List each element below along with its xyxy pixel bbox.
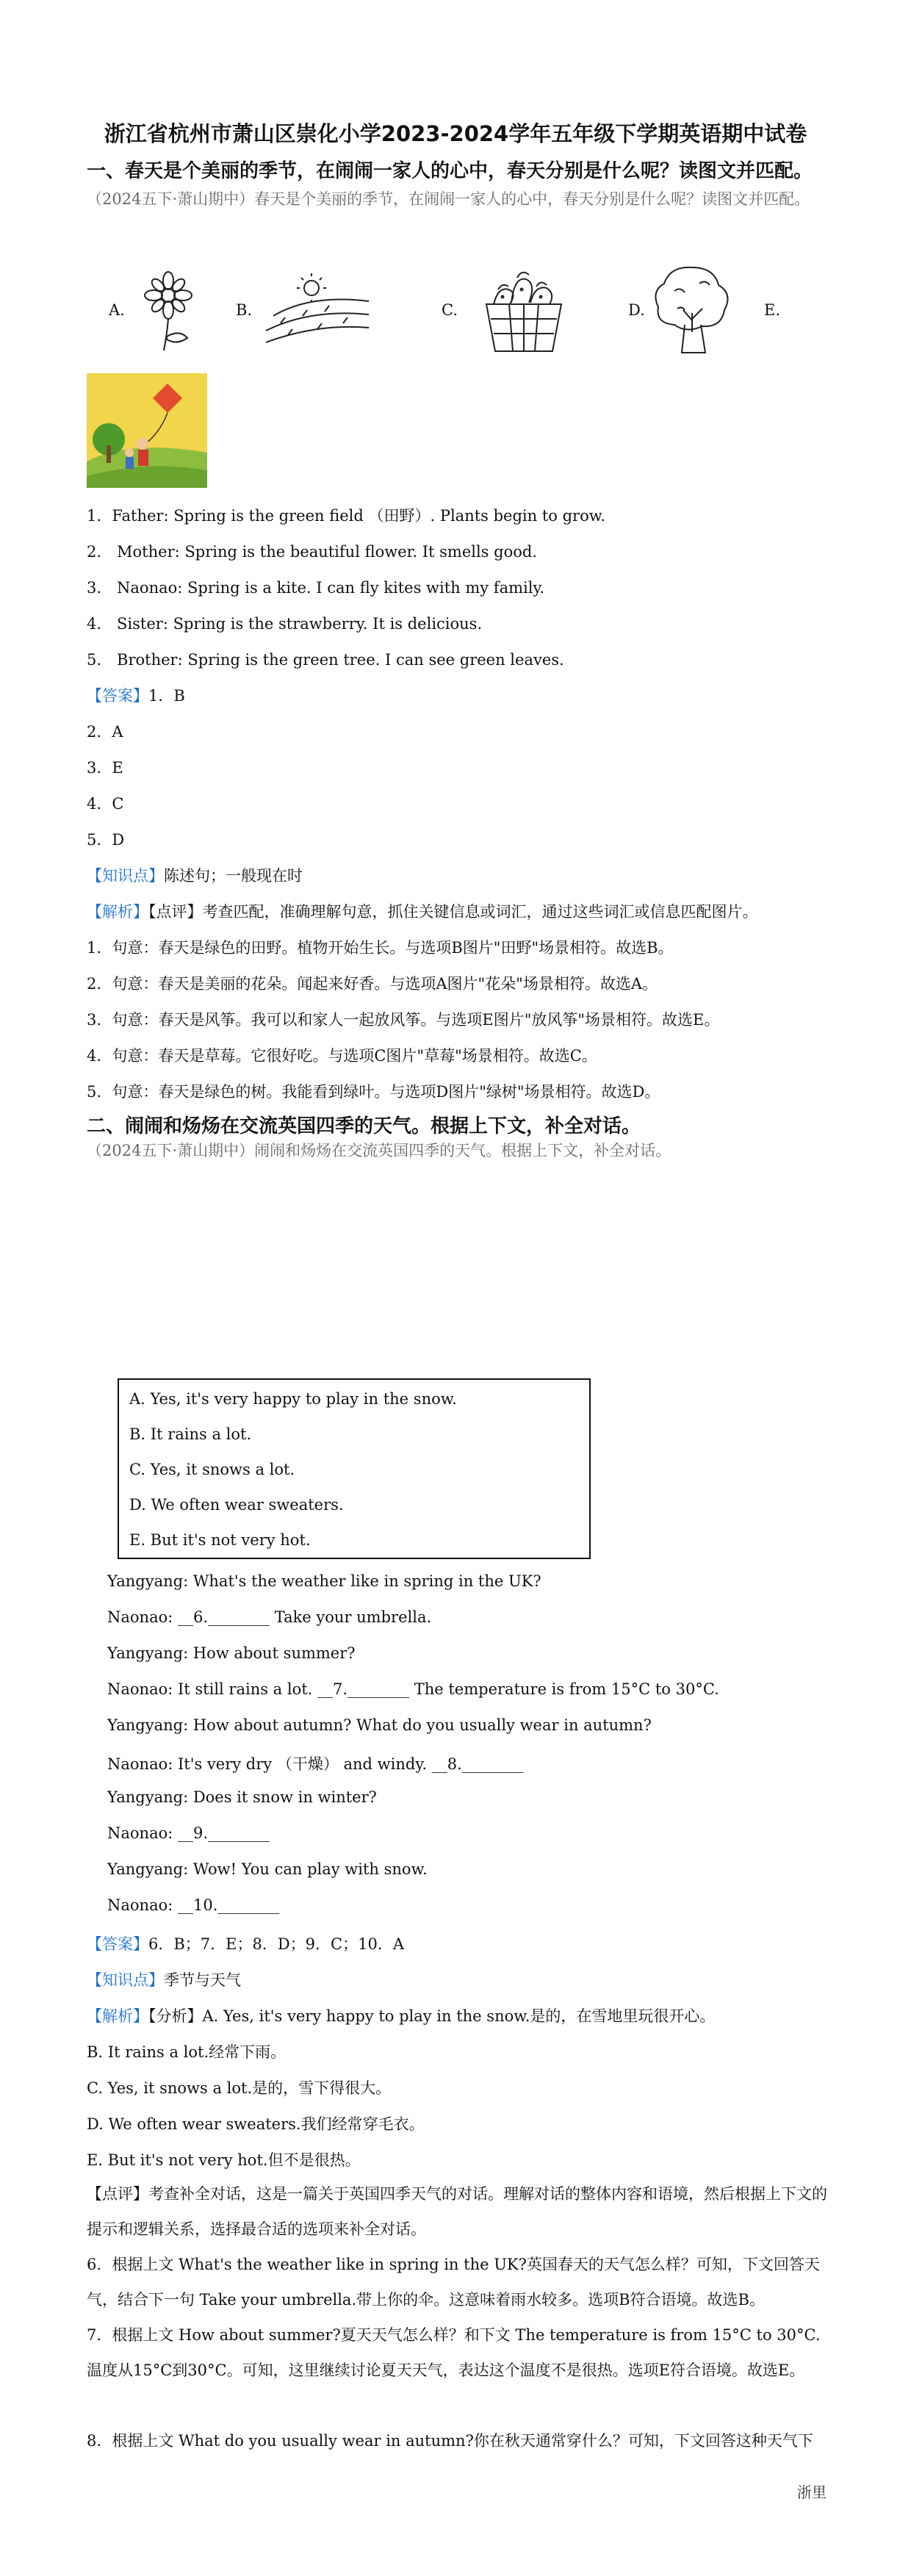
box-option-c: C. Yes, it snows a lot.: [129, 1461, 295, 1478]
dialog-line-1: Yangyang: What's the weather like in spring in the UK?: [107, 1572, 541, 1590]
answer-4: 4．C: [87, 795, 124, 813]
option-e-label: E.: [764, 301, 781, 319]
dialog-line-2: Naonao: __6.________ Take your umbrella.: [107, 1608, 432, 1626]
analysis2-line-b: B. It rains a lot.经常下雨。: [87, 2043, 287, 2061]
analysis-1: 1．句意：春天是绿色的田野。植物开始生长。与选项B图片"田野"场景相符。故选B。: [87, 939, 674, 957]
dialog-line-4: Naonao: It still rains a lot. __7.________ The temperature is from 15°C to 30°C.: [107, 1680, 719, 1698]
knowledge-point: 陈述句；一般现在时: [164, 867, 303, 885]
dialog-line-3: Yangyang: How about summer?: [107, 1644, 356, 1662]
answer-2: 2．A: [87, 723, 123, 741]
q7-paragraph: 7．根据上文 How about summer?夏天天气怎么样？和下文 The temperature is from 15°C to 30°C. 温度从15°C到30°C。可知，这里继续讨论夏天天气，表达这个温度不是很热。选项E符合语境。故选E。: [87, 2326, 821, 2379]
analysis2-line-c: C. Yes, it snows a lot.是的，雪下得很大。: [87, 2079, 392, 2097]
option-a-label: A.: [109, 301, 125, 319]
field-image: [259, 272, 376, 345]
answer-row-1: [87, 684, 185, 706]
analysis-4: 4．句意：春天是草莓。它很好吃。与选项C图片"草莓"场景相符。故选C。: [87, 1047, 597, 1065]
answer-1: 1．B: [148, 687, 185, 705]
sentence-5: 5． Brother: Spring is the green tree. I can see green leaves.: [87, 651, 564, 669]
box-option-e: E. But it's not very hot.: [129, 1531, 311, 1549]
analysis2-line-d: D. We often wear sweaters.我们经常穿毛衣。: [87, 2115, 425, 2133]
analysis-row: [87, 900, 758, 922]
dialog-line-8: Naonao: __9.________: [107, 1824, 270, 1842]
section1-source: （2024五下·萧山期中）春天是个美丽的季节，在闹闹一家人的心中，春天分别是什么呢？读图文并匹配。: [87, 190, 810, 208]
strawberry-basket-image: [476, 260, 572, 356]
section2-source: （2024五下·萧山期中）闹闹和炀炀在交流英国四季的天气。根据上下文，补全对话。: [87, 1142, 671, 1159]
option-c-label: C.: [442, 301, 458, 319]
answer-5: 5．D: [87, 831, 125, 849]
flower-image: [134, 266, 208, 354]
sentence-3: 3． Naonao: Spring is a kite. I can fly kites with my family.: [87, 579, 545, 597]
answer-row-2: [87, 1932, 404, 1954]
box-option-d: D. We often wear sweaters.: [129, 1496, 344, 1514]
answer-tag-2: 【答案】: [87, 1935, 148, 1953]
knowledge-point-row-2: [87, 1968, 241, 1990]
option-b-label: B.: [236, 301, 253, 319]
dialog-line-10: Naonao: __10.________: [107, 1896, 280, 1914]
dialog-line-5: Yangyang: How about autumn? What do you usually wear in autumn?: [107, 1716, 652, 1734]
review-paragraph: 【点评】考查补全对话，这是一篇关于英国四季天气的对话。理解对话的整体内容和语境，然后根据上下文的提示和逻辑关系，选择最合适的选项来补全对话。: [87, 2185, 827, 2238]
tree-image: [648, 262, 736, 357]
analysis-head: 【点评】考查匹配，准确理解句意，抓住关键信息或词汇，通过这些词汇或信息匹配图片。: [148, 903, 758, 921]
q8-paragraph: 8．根据上文 What do you usually wear in autumn?你在秋天通常穿什么？可知，下文回答这种天气下: [87, 2432, 813, 2450]
knowledge-point-row: [87, 864, 303, 886]
sentence-2: 2． Mother: Spring is the beautiful flower. It smells good.: [87, 543, 537, 561]
page-title: 浙江省杭州市萧山区崇化小学2023-2024学年五年级下学期英语期中试卷: [104, 121, 807, 146]
analysis2-line-e: E. But it's not very hot.但不是很热。: [87, 2151, 361, 2169]
section2-heading: 二、闹闹和炀炀在交流英国四季的天气。根据上下文，补全对话。: [87, 1115, 641, 1137]
kite-flying-image: [87, 373, 207, 488]
analysis-3: 3．句意：春天是风筝。我可以和家人一起放风筝。与选项E图片"放风筝"场景相符。故选E。: [87, 1011, 720, 1029]
sentence-1: 1．Father: Spring is the green field （田野）. Plants begin to grow.: [87, 507, 605, 525]
footer-text: 浙里: [797, 2483, 827, 2501]
dialog-line-9: Yangyang: Wow! You can play with snow.: [107, 1860, 428, 1878]
answer-3: 3．E: [87, 759, 123, 777]
analysis-5: 5．句意：春天是绿色的树。我能看到绿叶。与选项D图片"绿树"场景相符。故选D。: [87, 1083, 660, 1101]
answer-tag: 【答案】: [87, 687, 148, 705]
analysis-2: 2．句意：春天是美丽的花朵。闻起来好香。与选项A图片"花朵"场景相符。故选A。: [87, 975, 658, 993]
answers-2: 6．B；7．E；8．D；9．C；10．A: [148, 1935, 404, 1953]
box-option-b: B. It rains a lot.: [129, 1425, 252, 1443]
section1-heading: 一、春天是个美丽的季节，在闹闹一家人的心中，春天分别是什么呢？读图文并匹配。: [87, 160, 813, 182]
box-option-a: A. Yes, it's very happy to play in the snow.: [129, 1390, 457, 1408]
knowledge-tag-2: 【知识点】: [87, 1971, 164, 1989]
knowledge-tag: 【知识点】: [87, 867, 164, 885]
dialog-line-6: Naonao: It's very dry （干燥） and windy. __8.________: [107, 1755, 524, 1773]
sentence-4: 4． Sister: Spring is the strawberry. It is delicious.: [87, 615, 483, 633]
knowledge-point-2: 季节与天气: [164, 1971, 241, 1989]
analysis-tag-2: 【解析】: [87, 2007, 148, 2025]
q6-paragraph: 6．根据上文 What's the weather like in spring in the UK?英国春天的天气怎么样？可知，下文回答天气，结合下一句 Take your umbrella.带上你的伞。这意味着雨水较多。选项B符合语境。故选B。: [87, 2256, 820, 2309]
analysis-tag: 【解析】: [87, 903, 148, 921]
options-box: [118, 1378, 591, 1559]
analysis-head-2: 【分析】A. Yes, it's very happy to play in the snow.是的，在雪地里玩很开心。: [148, 2007, 716, 2025]
dialog-line-7: Yangyang: Does it snow in winter?: [107, 1788, 377, 1806]
analysis-row-2: [87, 2004, 715, 2026]
option-d-label: D.: [628, 301, 645, 319]
